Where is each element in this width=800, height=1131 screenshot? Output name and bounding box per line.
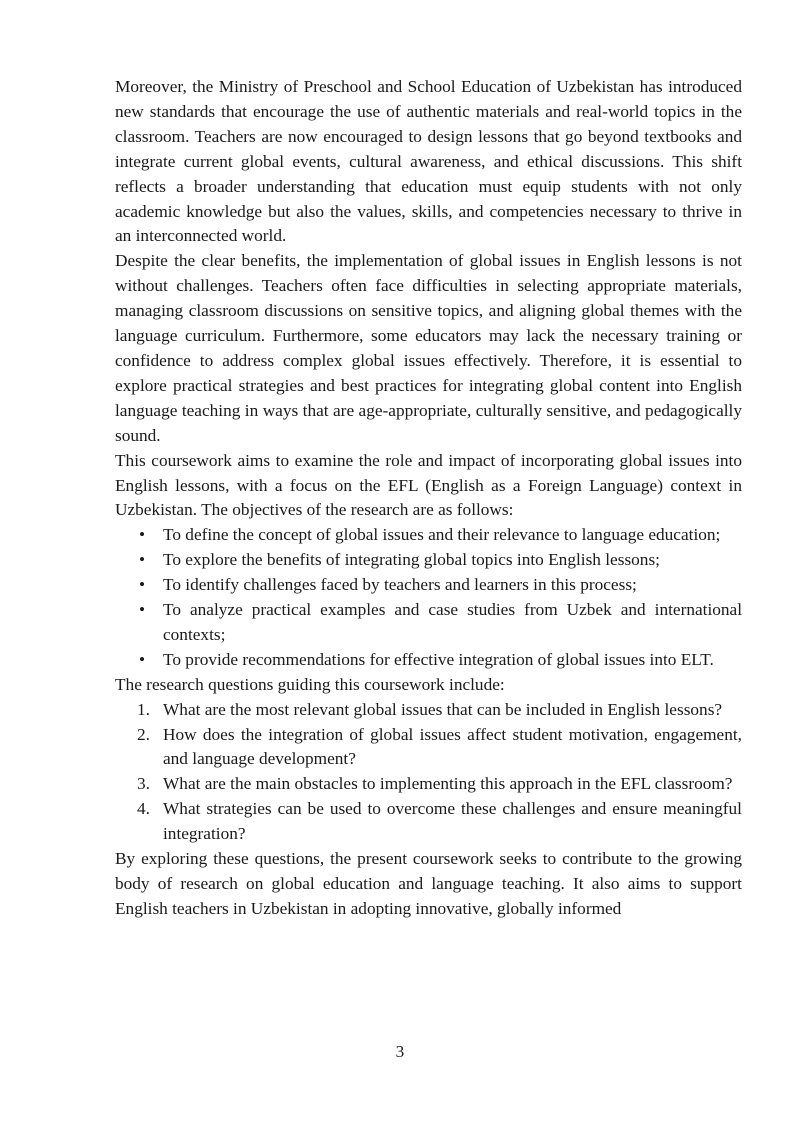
paragraph-ministry-standards: Moreover, the Ministry of Preschool and School Education of Uzbekistan has introduced new standards that encourage the use of authentic materials and real-world topics in the classroom. Teachers are now encouraged to design lessons that go beyond textbooks and integrate current global events, cultural awareness, and ethical discussions. This shift reflects a broader understanding that education must equip students with not only academic knowledge but also the values, skills, and competencies necessary to thrive in an interconnected world. (115, 77, 742, 246)
question-text: What are the most relevant global issues that can be included in English lessons? (163, 699, 723, 719)
list-item (115, 648, 742, 673)
list-item (115, 797, 742, 847)
list-item (115, 573, 742, 598)
list-item (115, 548, 742, 573)
list-number: 2. (137, 724, 150, 744)
document-page (115, 75, 742, 922)
list-number: 1. (137, 699, 150, 719)
bullet-icon: • (139, 525, 146, 545)
list-item (115, 598, 742, 648)
question-text: What strategies can be used to overcome these challenges and ensure meaningful integration? (163, 799, 742, 844)
paragraph-challenges: Despite the clear benefits, the implementation of global issues in English lessons is not without challenges. Teachers often face difficulties in selecting appropriate materials, managing classroom discussions on sensitive topics, and aligning global themes with the language curriculum. Furthermore, some educators may lack the necessary training or confidence to address complex global issues effectively. Therefore, it is essential to explore practical strategies and best practices for integrating global content into English language teaching in ways that are age-appropriate, culturally sensitive, and pedagogically sound. (115, 251, 742, 445)
paragraph-closing: By exploring these questions, the present coursework seeks to contribute to the growing body of research on global education and language teaching. It also aims to support English teachers in Uzbekistan in adopting innovative, globally informed (115, 849, 742, 918)
objectives-list (115, 523, 742, 672)
bullet-icon: • (139, 649, 146, 669)
research-questions-list (115, 698, 742, 847)
list-number: 4. (137, 799, 150, 819)
question-text: How does the integration of global issues affect student motivation, engagement, and language development? (163, 724, 742, 769)
bullet-icon: • (139, 600, 146, 620)
objective-text: To explore the benefits of integrating global topics into English lessons; (163, 550, 660, 570)
list-item (115, 523, 742, 548)
objective-text: To analyze practical examples and case studies from Uzbek and international contexts; (163, 600, 742, 644)
bullet-icon: • (139, 550, 146, 570)
bullet-icon: • (139, 575, 146, 595)
paragraph-coursework-aims: This coursework aims to examine the role and impact of incorporating global issues into English lessons, with a focus on the EFL (English as a Foreign Language) context in Uzbekistan. The objectives of the research are as follows: (115, 450, 742, 520)
research-questions-intro: The research questions guiding this coursework include: (115, 674, 505, 694)
objective-text: To define the concept of global issues and their relevance to language education; (163, 525, 721, 545)
page-number: 3 (395, 1042, 405, 1061)
list-item (115, 723, 742, 773)
list-number: 3. (137, 774, 150, 794)
objective-text: To identify challenges faced by teachers and learners in this process; (163, 575, 637, 595)
objective-text: To provide recommendations for effective integration of global issues into ELT. (163, 649, 714, 669)
list-item (115, 698, 742, 723)
question-text: What are the main obstacles to implementing this approach in the EFL classroom? (163, 774, 733, 794)
list-item (115, 772, 742, 797)
